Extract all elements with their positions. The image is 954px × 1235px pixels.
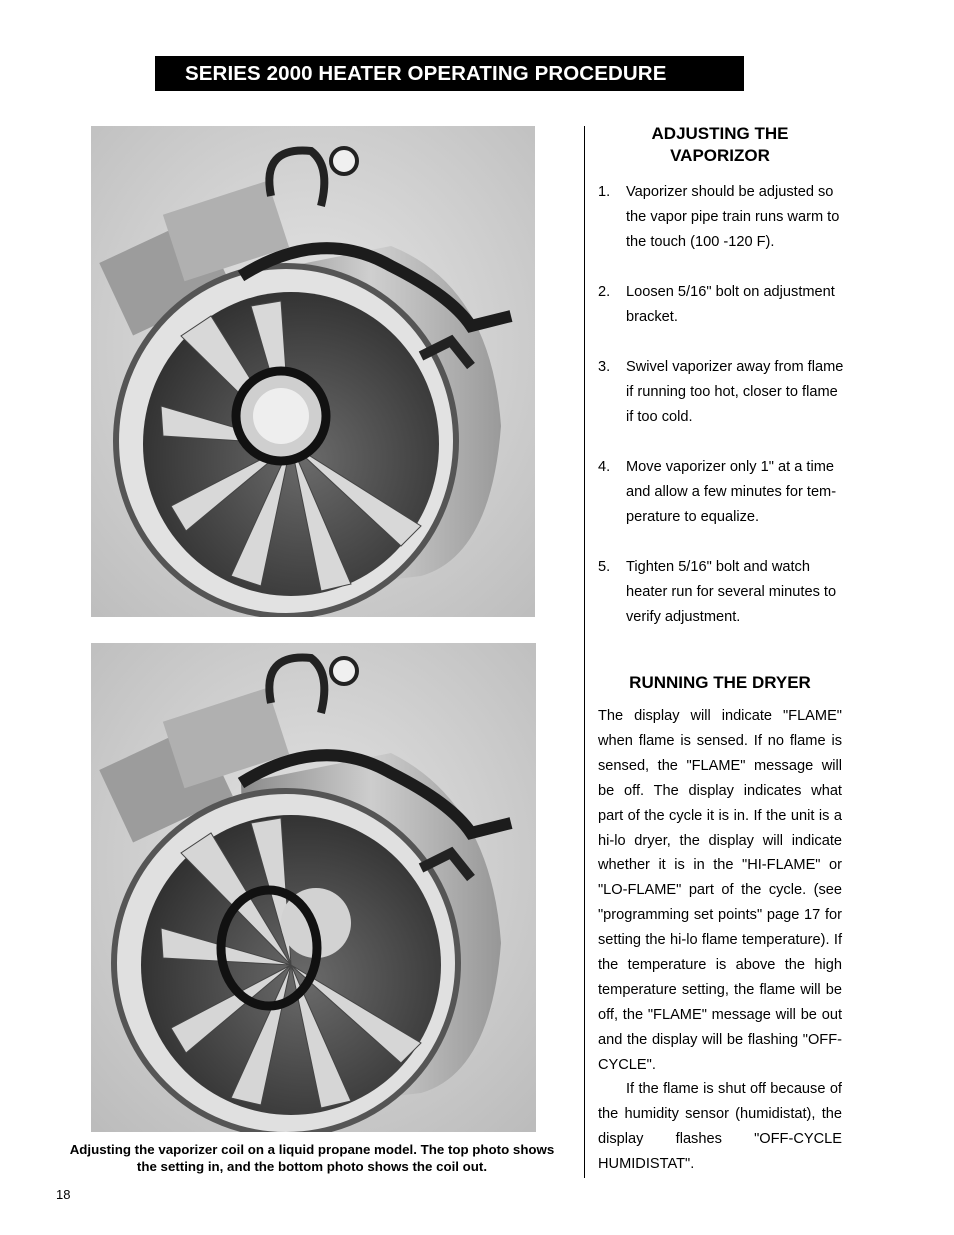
step-text: Vaporizer should be adjusted so the vapor pipe train runs warm to the touch (100 -120 F). (626, 184, 840, 250)
list-item (598, 180, 848, 255)
list-item (598, 555, 848, 630)
step-number: 4. (598, 459, 611, 475)
section-heading-dryer: RUNNING THE DRYER (629, 673, 811, 692)
list-item (598, 355, 848, 430)
column-divider (584, 126, 585, 1178)
page-title: SERIES 2000 HEATER OPERATING PROCEDURE (155, 56, 744, 91)
step-text: Move vaporizer only 1" at a time and allow a few minutes for tem-perature to equalize. (626, 459, 837, 525)
photo-caption: Adjusting the vaporizer coil on a liquid propane model. The top photo shows the setting in, and the bottom photo shows the coil out. (69, 1142, 555, 1174)
section-heading-vaporizor: ADJUSTING THE VAPORIZOR (651, 124, 789, 165)
heater-photo-coil-in (91, 126, 535, 617)
step-number: 5. (598, 559, 611, 575)
list-item (598, 280, 848, 330)
vaporizor-steps (598, 180, 848, 655)
dryer-paragraph-1: The display will indicate "FLAME" when flame is sensed. If no flame is sensed, the "FLAME" message will be off. The display indicates what part of the cycle it is in. If the unit is a hi-lo dryer, the display will indicate whether it is in the "HI-FLAME" or "LO-FLAME" part of the cycle. (see "programming set points" page 17 for setting the hi-lo flame temperature). If the temperature is above the high temperature setting, the flame will be off, the "FLAME" message will be out and the display will be flashing "OFF-CYCLE". (598, 708, 842, 1073)
step-text: Tighten 5/16" bolt and watch heater run for several minutes to verify adjustment. (626, 559, 837, 625)
step-text: Loosen 5/16" bolt on adjustment bracket. (626, 284, 835, 325)
list-item (598, 455, 848, 530)
page-number: 18 (56, 1187, 71, 1202)
step-number: 1. (598, 184, 611, 200)
step-number: 3. (598, 359, 611, 375)
heater-illustration (91, 126, 535, 617)
step-text: Swivel vaporizer away from flame if running too hot, closer to flame if too cold. (626, 359, 844, 425)
dryer-paragraph-2: If the flame is shut off because of the humidity sensor (humidistat), the display flashes "OFF-CYCLE HUMIDISTAT". (598, 1081, 842, 1172)
heater-photo-coil-out (91, 643, 536, 1132)
heater-illustration (91, 643, 536, 1132)
step-number: 2. (598, 284, 611, 300)
